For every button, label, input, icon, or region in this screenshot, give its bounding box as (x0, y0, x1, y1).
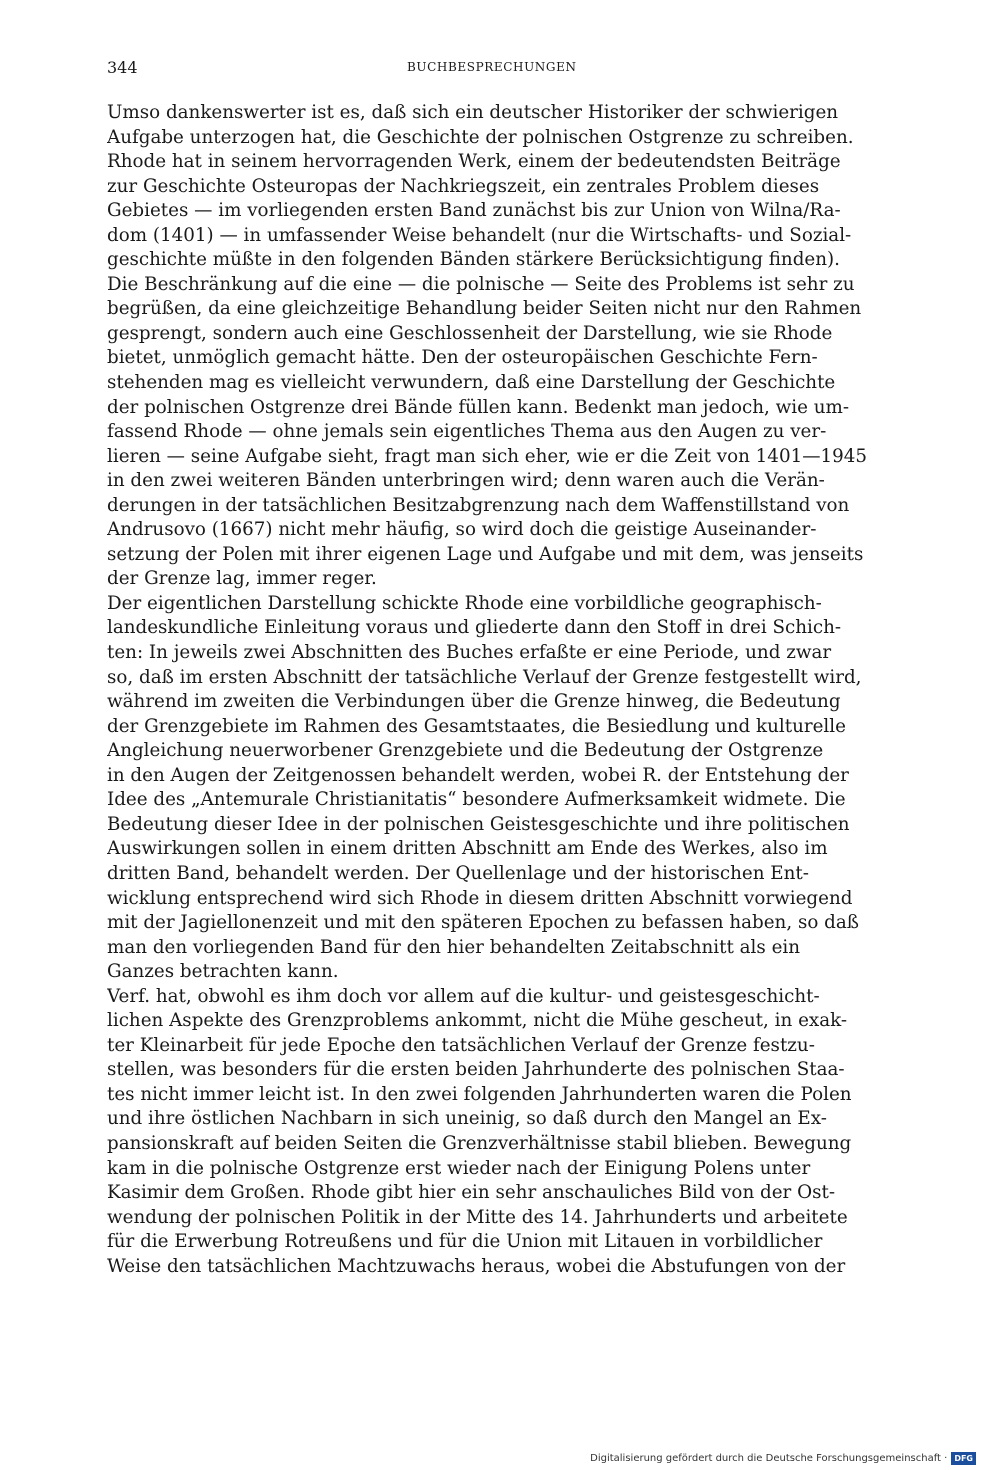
text-line: der polnischen Ostgrenze drei Bände füllen kann. Bedenkt man jedoch, wie um- (107, 396, 850, 418)
text-line: Gebietes — im vorliegenden ersten Band zunächst bis zur Union von Wilna/Ra- (107, 200, 841, 222)
text-line: Umso dankenswerter ist es, daß sich ein deutscher Historiker der schwierigen (107, 102, 839, 123)
text-line: Andrusovo (1667) nicht mehr häufig, so wird doch die geistige Auseinander- (107, 519, 817, 541)
page-number: 344 (107, 58, 138, 77)
text-line: ten: In jeweils zwei Abschnitten des Buches erfaßte er eine Periode, und zwar (107, 642, 832, 664)
text-line: man den vorliegenden Band für den hier behandelten Zeitabschnitt als ein (107, 936, 801, 958)
credit-text: Digitalisierung gefördert durch die Deutsche Forschungsgemeinschaft · (590, 1452, 948, 1464)
text-line: wicklung entsprechend wird sich Rhode in diesem dritten Abschnitt vorwiegend (107, 887, 853, 909)
text-line: Weise den tatsächlichen Machtzuwachs heraus, wobei die Abstufungen von der (107, 1255, 846, 1277)
text-line: Kasimir dem Großen. Rhode gibt hier ein sehr anschauliches Bild von der Ost- (107, 1182, 835, 1204)
text-line: derungen in der tatsächlichen Besitzabgrenzung nach dem Waffenstillstand von (107, 494, 850, 516)
text-line: Bedeutung dieser Idee in der polnischen Geistesgeschichte und ihre politischen (107, 813, 850, 835)
text-line: Rhode hat in seinem hervorragenden Werk, einem der bedeutendsten Beiträge (107, 151, 841, 173)
text-line: in den zwei weiteren Bänden unterbringen wird; denn waren auch die Verän- (107, 470, 825, 492)
text-line: lichen Aspekte des Grenzproblems ankommt, nicht die Mühe gescheut, in exak- (107, 1010, 848, 1032)
text-line: stellen, was besonders für die ersten beiden Jahrhunderte des polnischen Staa- (107, 1059, 845, 1081)
text-line: der Grenzgebiete im Rahmen des Gesamtstaates, die Besiedlung und kulturelle (107, 715, 846, 737)
text-line: Angleichung neuerworbener Grenzgebiete und die Bedeutung der Ostgrenze (107, 740, 824, 762)
text-line: während im zweiten die Verbindungen über die Grenze hinweg, die Bedeutung (107, 691, 841, 713)
text-line: Idee des „Antemurale Christianitatis“ besondere Aufmerksamkeit widmete. Die (107, 789, 846, 811)
text-line: geschichte müßte in den folgenden Bänden stärkere Berücksichtigung finden). (107, 249, 840, 271)
text-line: begrüßen, da eine gleichzeitige Behandlung beider Seiten nicht nur den Rahmen (107, 298, 862, 320)
text-line: bietet, unmöglich gemacht hätte. Den der osteuropäischen Geschichte Fern- (107, 347, 818, 369)
text-line: tes nicht immer leicht ist. In den zwei folgenden Jahrhunderten waren die Polen (107, 1083, 852, 1105)
body-text (107, 101, 897, 1279)
text-line: Ganzes betrachten kann. (107, 961, 339, 983)
text-line: lieren — seine Aufgabe sieht, fragt man sich eher, wie er die Zeit von 1401—1945 (107, 445, 868, 467)
text-line: ter Kleinarbeit für jede Epoche den tatsächlichen Verlauf der Grenze festzu- (107, 1034, 815, 1056)
text-line: kam in die polnische Ostgrenze erst wieder nach der Einigung Polens unter (107, 1157, 811, 1179)
footer-credit (590, 1451, 976, 1465)
text-line: gesprengt, sondern auch eine Geschlossenheit der Darstellung, wie sie Rhode (107, 322, 833, 344)
text-line: Verf. hat, obwohl es ihm doch vor allem auf die kultur- und geistesgeschicht- (107, 985, 820, 1007)
text-line: fassend Rhode — ohne jemals sein eigentliches Thema aus den Augen zu ver- (107, 421, 827, 443)
text-line: Der eigentlichen Darstellung schickte Rhode eine vorbildliche geographisch- (107, 592, 822, 614)
text-line: und ihre östlichen Nachbarn in sich uneinig, so daß durch den Mangel an Ex- (107, 1108, 827, 1130)
text-line: setzung der Polen mit ihrer eigenen Lage und Aufgabe und mit dem, was jenseits (107, 543, 864, 565)
text-line: Auswirkungen sollen in einem dritten Abschnitt am Ende des Werkes, also im (107, 838, 828, 860)
text-line: in den Augen der Zeitgenossen behandelt werden, wobei R. der Entstehung der (107, 764, 849, 786)
section-title: BUCHBESPRECHUNGEN (407, 60, 577, 74)
text-line: stehenden mag es vielleicht verwundern, daß eine Darstellung der Geschichte (107, 372, 836, 394)
text-line: so, daß im ersten Abschnitt der tatsächliche Verlauf der Grenze festgestellt wird, (107, 666, 862, 688)
text-line: der Grenze lag, immer reger. (107, 568, 377, 590)
text-line: dom (1401) — in umfassender Weise behandelt (nur die Wirtschafts- und Sozial- (107, 224, 852, 246)
text-line: Aufgabe unterzogen hat, die Geschichte der polnischen Ostgrenze zu schreiben. (107, 126, 854, 148)
text-line: dritten Band, behandelt werden. Der Quellenlage und der historischen Ent- (107, 862, 809, 884)
running-head (107, 58, 897, 80)
text-line: wendung der polnischen Politik in der Mitte des 14. Jahrhunderts und arbeitete (107, 1206, 848, 1228)
text-line: zur Geschichte Osteuropas der Nachkriegszeit, ein zentrales Problem dieses (107, 175, 820, 197)
text-line: mit der Jagiellonenzeit und mit den späteren Epochen zu befassen haben, so daß (107, 912, 859, 934)
dfg-logo: DFG (951, 1452, 976, 1465)
text-line: für die Erwerbung Rotreußens und für die Union mit Litauen in vorbildlicher (107, 1231, 823, 1253)
text-line: pansionskraft auf beiden Seiten die Grenzverhältnisse stabil blieben. Bewegung (107, 1132, 852, 1154)
text-line: landeskundliche Einleitung voraus und gliederte dann den Stoff in drei Schich- (107, 617, 842, 639)
text-line: Die Beschränkung auf die eine — die polnische — Seite des Problems ist sehr zu (107, 273, 855, 295)
